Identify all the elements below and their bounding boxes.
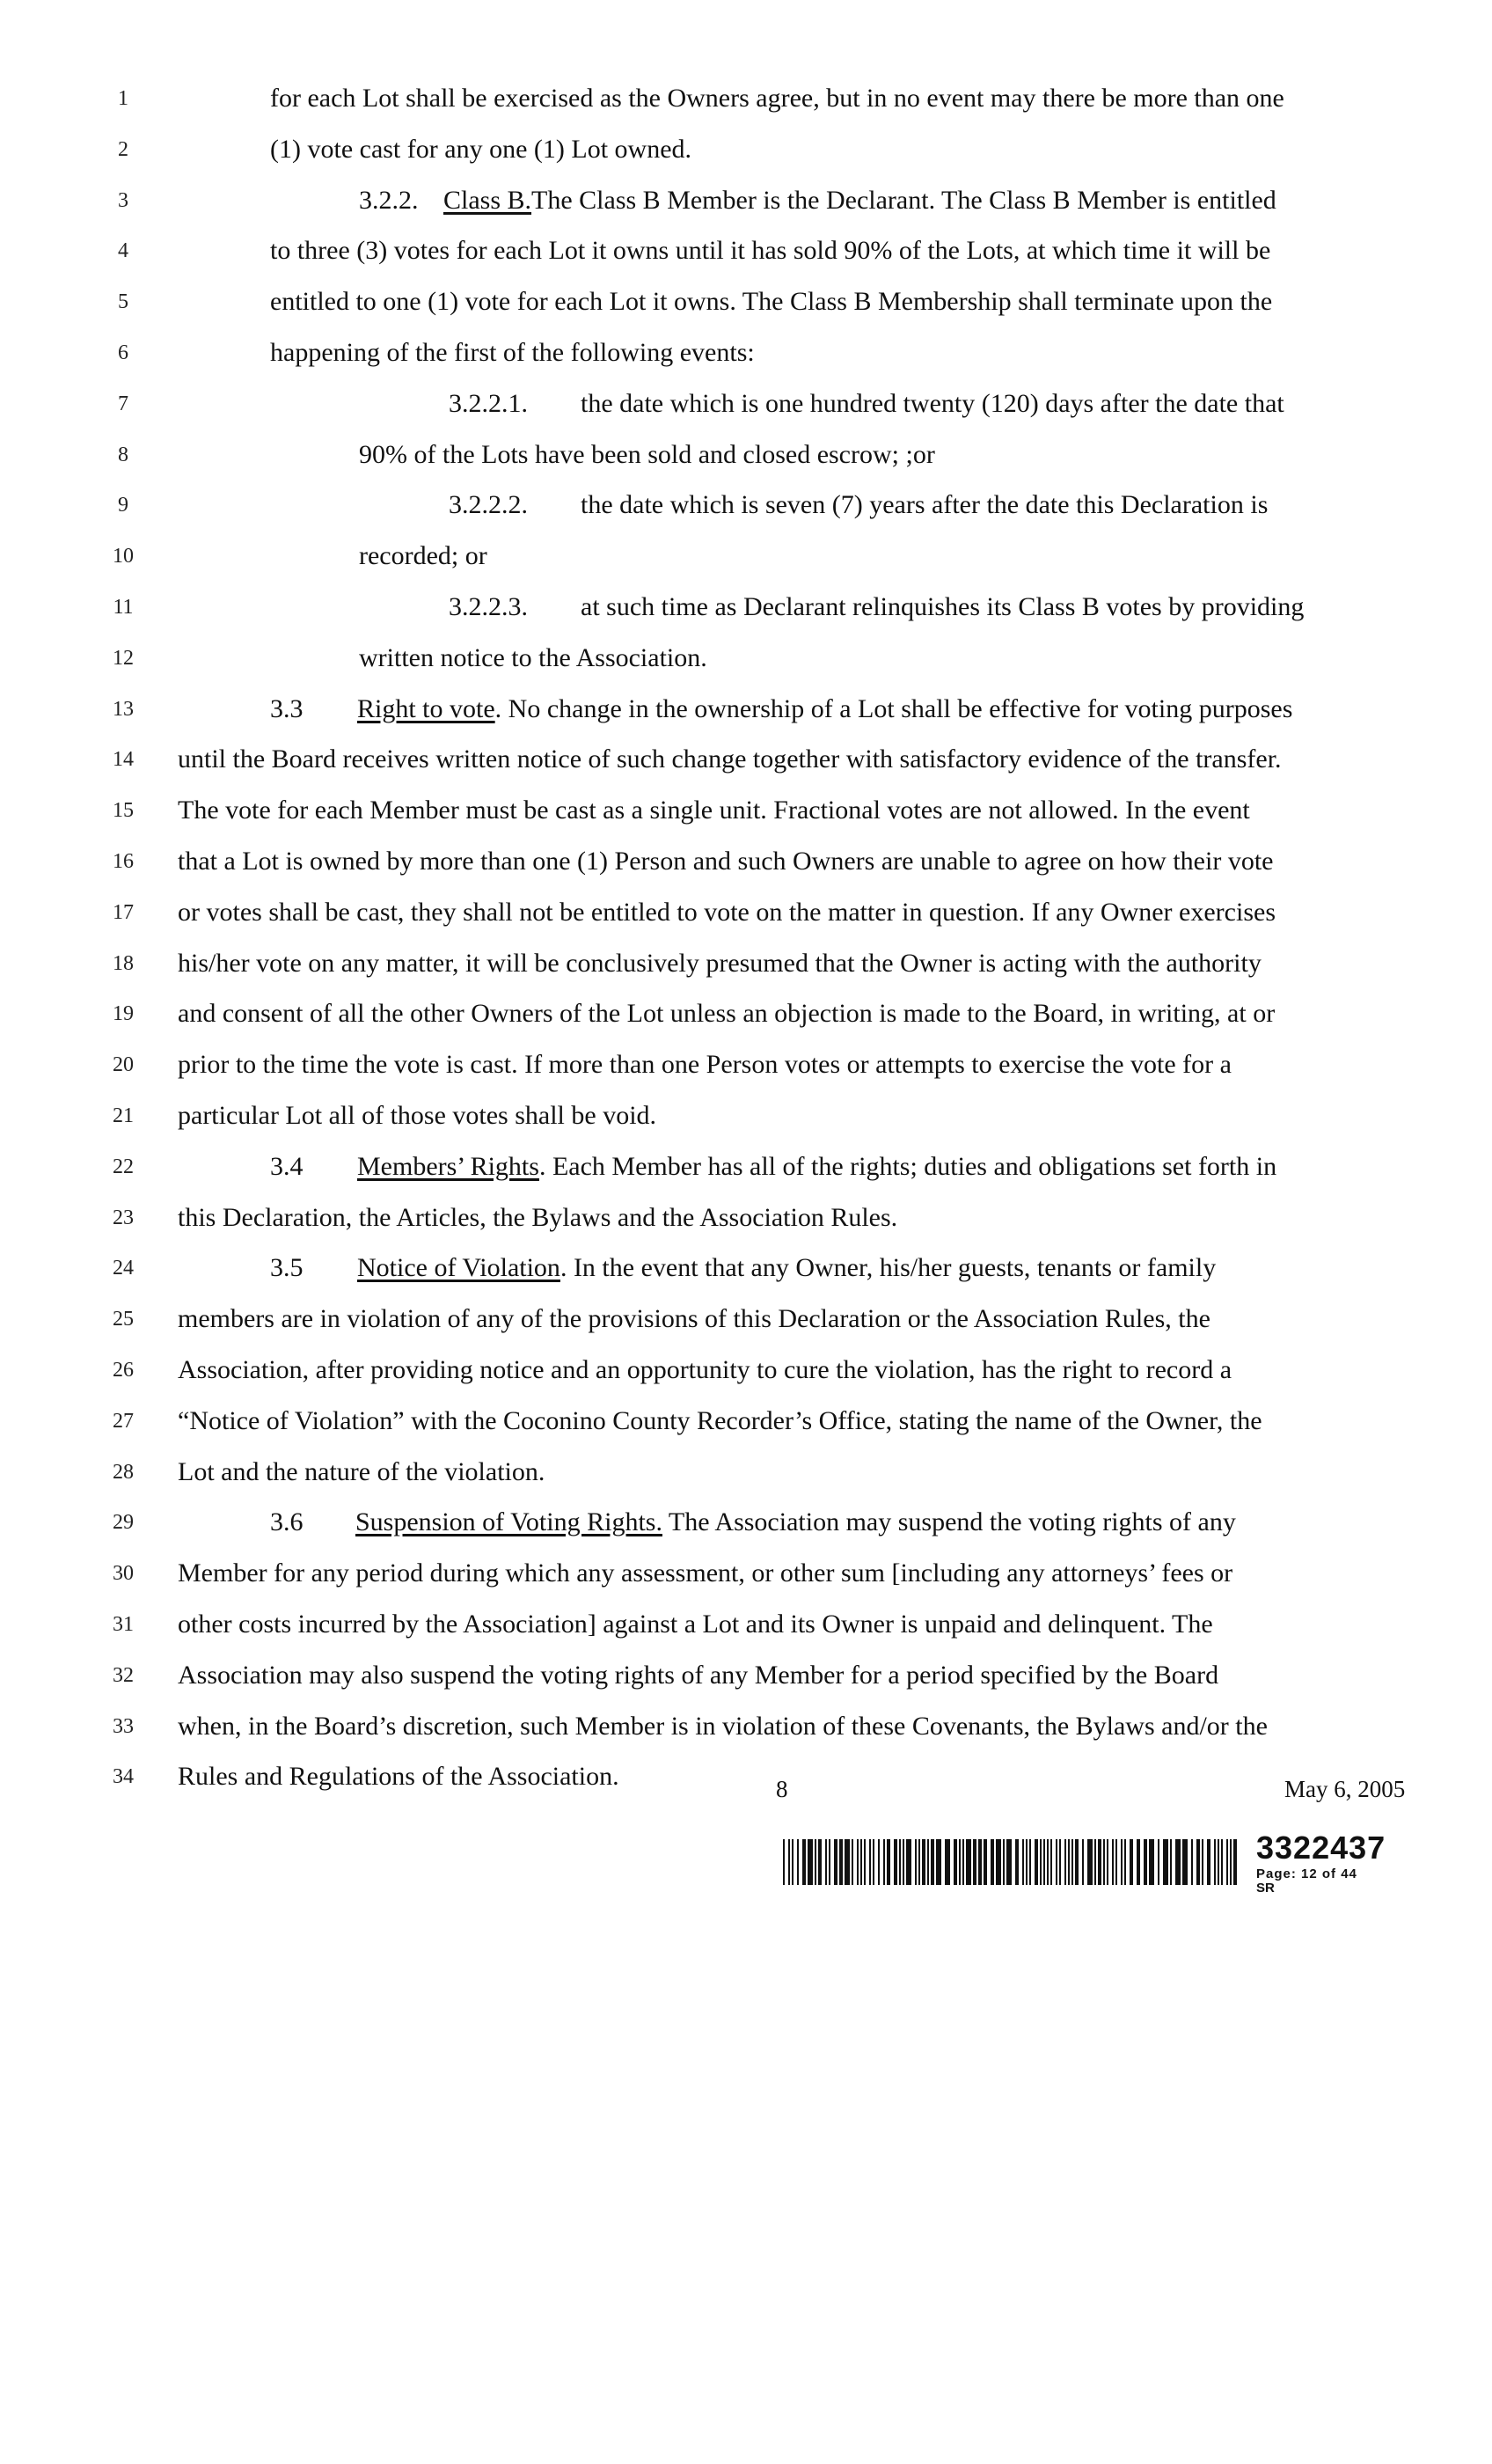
- barcode-bar: [1035, 1839, 1038, 1885]
- text-line: Rules and Regulations of the Association.: [178, 1762, 619, 1791]
- barcode-bar: [1015, 1839, 1019, 1885]
- barcode-bar: [978, 1839, 982, 1885]
- section-heading-text: Right to vote: [357, 694, 495, 723]
- barcode-bar: [818, 1839, 822, 1885]
- line-number: 2: [118, 138, 128, 161]
- line-number: 20: [113, 1053, 134, 1076]
- barcode-bar: [887, 1839, 890, 1885]
- line-number: 21: [113, 1104, 134, 1127]
- section-number: 3.4: [270, 1152, 304, 1181]
- barcode-bar: [1233, 1839, 1237, 1885]
- barcode-bar: [1006, 1839, 1012, 1885]
- barcode-bar: [839, 1839, 843, 1885]
- barcode-bar: [829, 1839, 830, 1885]
- line-number: 19: [113, 1002, 134, 1025]
- text-line: happening of the first of the following events:: [270, 338, 755, 367]
- barcode-bar: [899, 1839, 901, 1885]
- line-number: 28: [113, 1461, 134, 1484]
- barcode-bar: [936, 1839, 941, 1885]
- barcode-bar: [1094, 1839, 1096, 1885]
- barcode-bar: [878, 1839, 880, 1885]
- barcode-bar: [1218, 1839, 1219, 1885]
- text-line: at such time as Declarant relinquishes its Class B votes by providing: [581, 592, 1305, 621]
- barcode-bar: [1158, 1839, 1159, 1885]
- barcode-bar: [869, 1839, 871, 1885]
- recording-page-info: Page: 12 of 44: [1256, 1866, 1357, 1881]
- barcode-bar: [864, 1839, 866, 1885]
- barcode-bar: [1059, 1839, 1061, 1885]
- line-number: 13: [113, 698, 134, 721]
- barcode-bar: [815, 1839, 816, 1885]
- line-number: 17: [113, 901, 134, 924]
- barcode-bar: [973, 1839, 976, 1885]
- barcode-bar: [1182, 1839, 1188, 1885]
- barcode-bar: [906, 1839, 911, 1885]
- barcode-bar: [1071, 1839, 1073, 1885]
- barcode-bar: [1124, 1839, 1126, 1885]
- barcode-bar: [966, 1839, 971, 1885]
- section-number: 3.5: [270, 1253, 304, 1282]
- barcode-icon: [781, 1839, 1242, 1885]
- line-number: 16: [113, 850, 134, 873]
- line-number: 27: [113, 1410, 134, 1433]
- section-number: 3.2.2.2.: [449, 490, 528, 519]
- barcode-bar: [1003, 1839, 1005, 1885]
- recording-number: 3322437: [1256, 1830, 1386, 1866]
- section-heading: [355, 1505, 1236, 1540]
- barcode-bar: [1047, 1839, 1049, 1885]
- barcode-bar: [1082, 1839, 1084, 1885]
- barcode-bar: [792, 1839, 794, 1885]
- text-run: . In the event that any Owner, his/her guests, tenants or family: [560, 1253, 1217, 1282]
- section-heading-text: Class B.: [443, 186, 532, 215]
- line-number: 1: [118, 87, 128, 110]
- text-line: 90% of the Lots have been sold and closed escrow; ;or: [359, 440, 935, 469]
- barcode-bar: [991, 1839, 994, 1885]
- page-number: 8: [776, 1776, 788, 1802]
- line-number: 30: [113, 1562, 134, 1585]
- line-number: 29: [113, 1511, 134, 1534]
- text-line: or votes shall be cast, they shall not be entitled to vote on the matter in question. If any Owner exercises: [178, 898, 1276, 927]
- line-number: 12: [113, 647, 134, 670]
- line-number: 18: [113, 952, 134, 975]
- line-number: 3: [118, 189, 128, 212]
- section-heading-text: Members’ Rights: [357, 1152, 539, 1181]
- barcode-bar: [1107, 1839, 1108, 1885]
- text-line: written notice to the Association.: [359, 643, 707, 672]
- text-line: and consent of all the other Owners of the Lot unless an objection is made to the Board, in writing, at or: [178, 999, 1276, 1028]
- text-run: The Class B Member is the Declarant. The Class B Member is entitled: [531, 186, 1276, 215]
- line-number: 11: [113, 596, 134, 619]
- barcode-bar: [1040, 1839, 1042, 1885]
- barcode-bar: [1103, 1839, 1105, 1885]
- barcode-bar: [1026, 1839, 1028, 1885]
- section-heading: [357, 1149, 1276, 1184]
- barcode-bar: [825, 1839, 827, 1885]
- barcode-bar: [945, 1839, 950, 1885]
- line-number: 23: [113, 1206, 134, 1229]
- section-number: 3.3: [270, 694, 304, 723]
- line-number: 25: [113, 1308, 134, 1331]
- barcode-bar: [788, 1839, 790, 1885]
- barcode-bar: [1068, 1839, 1070, 1885]
- barcode-bar: [959, 1839, 961, 1885]
- barcode-bar: [918, 1839, 920, 1885]
- barcode-bar: [1022, 1839, 1024, 1885]
- text-line: other costs incurred by the Association] against a Lot and its Owner is unpaid and delinquent. The: [178, 1610, 1213, 1639]
- section-number: 3.6: [270, 1507, 304, 1536]
- text-line: for each Lot shall be exercised as the Owners agree, but in no event may there be more than one: [270, 84, 1284, 113]
- barcode-bar: [903, 1839, 904, 1885]
- barcode-bar: [857, 1839, 859, 1885]
- document-date: May 6, 2005: [1284, 1776, 1406, 1802]
- text-line: Association, after providing notice and an opportunity to cure the violation, has the right to record a: [178, 1355, 1232, 1384]
- barcode-bar: [1230, 1839, 1232, 1885]
- section-heading: [357, 692, 1292, 727]
- text-run: . No change in the ownership of a Lot shall be effective for voting purposes: [494, 694, 1293, 723]
- barcode-bar: [1130, 1839, 1133, 1885]
- section-number: 3.2.2.: [359, 186, 419, 215]
- text-run: . Each Member has all of the rights; duties and obligations set forth in: [538, 1152, 1277, 1181]
- text-line: Lot and the nature of the violation.: [178, 1457, 545, 1486]
- text-line: the date which is seven (7) years after the date this Declaration is: [581, 490, 1269, 519]
- barcode-bar: [1149, 1839, 1154, 1885]
- barcode-bar: [954, 1839, 957, 1885]
- text-line: (1) vote cast for any one (1) Lot owned.: [270, 135, 692, 164]
- text-line: this Declaration, the Articles, the Bylaws and the Association Rules.: [178, 1203, 898, 1232]
- section-heading-text: Suspension of Voting Rights.: [355, 1507, 662, 1536]
- section-heading-text: Notice of Violation: [357, 1253, 560, 1282]
- line-number: 34: [113, 1765, 134, 1788]
- line-number: 9: [118, 494, 128, 517]
- line-number: 8: [118, 444, 128, 466]
- barcode-bar: [996, 1839, 1001, 1885]
- barcode-bar: [1115, 1839, 1117, 1885]
- barcode-bar: [1144, 1839, 1147, 1885]
- barcode-bar: [860, 1839, 862, 1885]
- text-run: The Association may suspend the voting rights of any: [662, 1507, 1236, 1536]
- line-number: 32: [113, 1664, 134, 1687]
- line-number: 7: [118, 392, 128, 415]
- barcode-bar: [1137, 1839, 1140, 1885]
- text-line: when, in the Board’s discretion, such Member is in violation of these Covenants, the Bylaws and/or the: [178, 1712, 1268, 1741]
- line-number: 5: [118, 290, 128, 313]
- recording-code: SR: [1256, 1881, 1275, 1896]
- line-number: 31: [113, 1613, 134, 1636]
- barcode-bar: [1075, 1839, 1079, 1885]
- barcode-bar: [962, 1839, 964, 1885]
- line-number: 4: [118, 239, 128, 262]
- barcode-bar: [845, 1839, 850, 1885]
- barcode-bar: [1087, 1839, 1093, 1885]
- barcode-bar: [1175, 1839, 1181, 1885]
- barcode-bar: [883, 1839, 885, 1885]
- text-line: until the Board receives written notice of such change together with satisfactory evidence of the transfer.: [178, 744, 1282, 774]
- text-line: Member for any period during which any assessment, or other sum [including any attorneys’ fees or: [178, 1558, 1233, 1588]
- section-number: 3.2.2.3.: [449, 592, 528, 621]
- barcode-bar: [834, 1839, 837, 1885]
- barcode-bar: [984, 1839, 987, 1885]
- text-line: The vote for each Member must be cast as a single unit. Fractional votes are not allowed. In the event: [178, 796, 1250, 825]
- barcode-bar: [1207, 1839, 1210, 1885]
- barcode-bar: [1170, 1839, 1172, 1885]
- text-line: prior to the time the vote is cast. If more than one Person votes or attempts to exercise the vote for a: [178, 1050, 1232, 1079]
- barcode-bar: [1050, 1839, 1052, 1885]
- barcode-bar: [1121, 1839, 1123, 1885]
- barcode-bar: [1202, 1839, 1203, 1885]
- text-line: the date which is one hundred twenty (120) days after the date that: [581, 389, 1284, 418]
- line-number: 22: [113, 1155, 134, 1178]
- barcode-bar: [1029, 1839, 1031, 1885]
- text-line: that a Lot is owned by more than one (1) Person and such Owners are unable to agree on how their vote: [178, 847, 1274, 876]
- barcode-bar: [922, 1839, 925, 1885]
- barcode-bar: [797, 1839, 799, 1885]
- text-line: members are in violation of any of the provisions of this Declaration or the Association Rules, the: [178, 1304, 1210, 1333]
- barcode-bar: [1191, 1839, 1193, 1885]
- line-number: 10: [113, 545, 134, 568]
- line-number: 6: [118, 341, 128, 364]
- line-number: 14: [113, 748, 134, 771]
- barcode-bar: [894, 1839, 897, 1885]
- barcode-bar: [1214, 1839, 1216, 1885]
- barcode-bar: [927, 1839, 929, 1885]
- section-heading: [443, 183, 1276, 218]
- barcode-bar: [1098, 1839, 1101, 1885]
- barcode-bar: [783, 1839, 785, 1885]
- text-line: to three (3) votes for each Lot it owns until it has sold 90% of the Lots, at which time it will be: [270, 236, 1271, 265]
- barcode-bar: [873, 1839, 874, 1885]
- barcode-bar: [808, 1839, 813, 1885]
- text-line: recorded; or: [359, 541, 487, 570]
- text-line: entitled to one (1) vote for each Lot it owns. The Class B Membership shall terminate upon the: [270, 287, 1273, 316]
- barcode-bar: [1112, 1839, 1114, 1885]
- text-line: Association may also suspend the voting rights of any Member for a period specified by the Board: [178, 1661, 1219, 1690]
- barcode-bar: [1043, 1839, 1045, 1885]
- line-number: 26: [113, 1359, 134, 1382]
- barcode-bar: [802, 1839, 806, 1885]
- section-heading: [357, 1250, 1216, 1286]
- barcode-bar: [1226, 1839, 1228, 1885]
- barcode-bar: [915, 1839, 917, 1885]
- barcode-bar: [1196, 1839, 1200, 1885]
- line-number: 15: [113, 799, 134, 822]
- text-line: his/her vote on any matter, it will be conclusively presumed that the Owner is acting with the authority: [178, 949, 1262, 978]
- barcode-bar: [1064, 1839, 1066, 1885]
- barcode-bar: [1221, 1839, 1223, 1885]
- section-number: 3.2.2.1.: [449, 389, 528, 418]
- barcode-bar: [852, 1839, 853, 1885]
- line-number: 33: [113, 1715, 134, 1738]
- barcode-bar: [1056, 1839, 1057, 1885]
- text-line: “Notice of Violation” with the Coconino County Recorder’s Office, stating the name of the Owner, the: [178, 1406, 1262, 1435]
- line-number: 24: [113, 1257, 134, 1280]
- barcode-bar: [1163, 1839, 1168, 1885]
- text-line: particular Lot all of those votes shall be void.: [178, 1101, 657, 1130]
- barcode-bar: [931, 1839, 934, 1885]
